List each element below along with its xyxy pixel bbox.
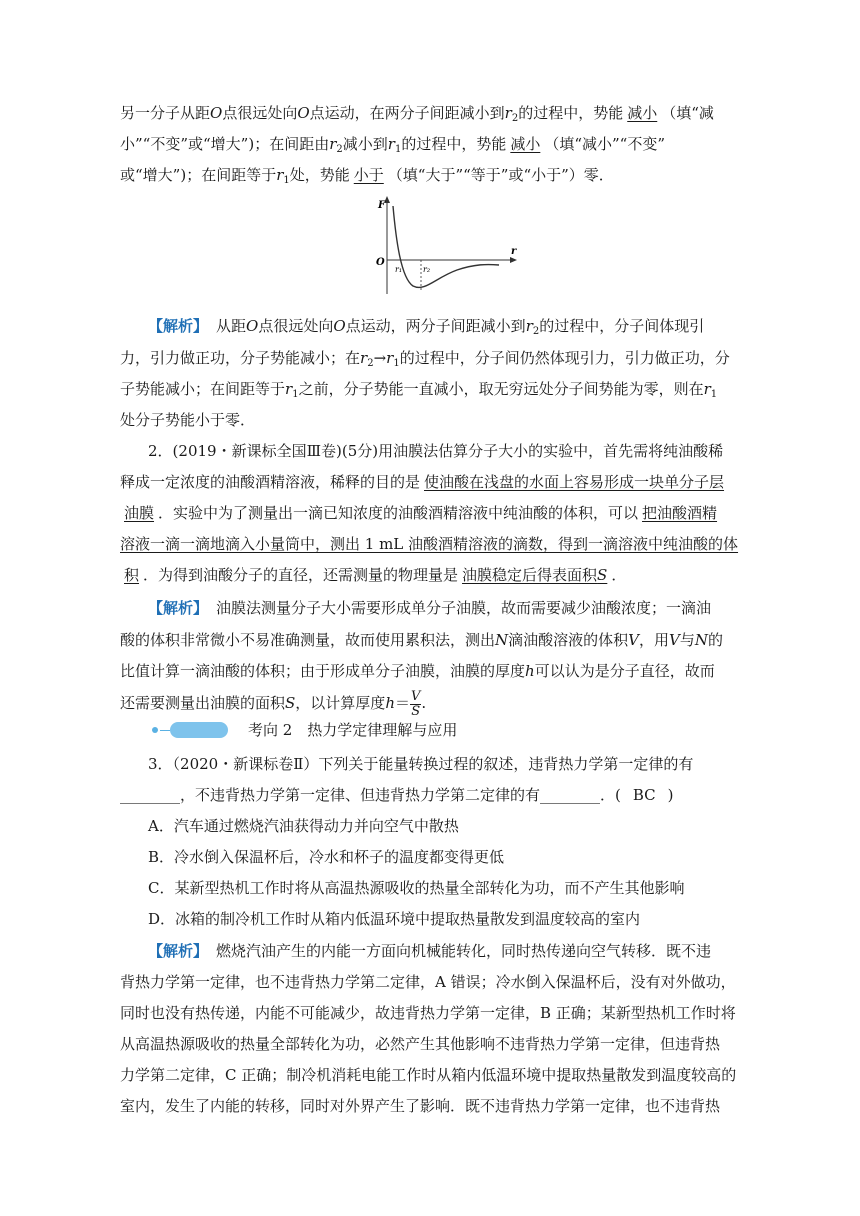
answer-blank: 减小 [627, 104, 658, 122]
q2-line-1: 2．(2019・新课标全国Ⅲ卷)(5分)用油膜法估算分子大小的实验中，首先需将纯油酸稀 [148, 442, 724, 460]
answer-blank: 溶液一滴一滴地滴入小量筒中，测出 1 mL 油酸酒精溶液的滴数，得到一滴溶液中纯油酸的体 [120, 535, 739, 553]
section-marker-pill [170, 722, 228, 738]
origin-label: O [376, 257, 385, 268]
q3-line-1: 3．（2020・新课标卷Ⅱ）下列关于能量转换过程的叙述，违背热力学第一定律的有 [148, 755, 694, 773]
analysis-1-line-1: 【解析】 从距O点很远处向O点运动，两分子间距减小到$r_2$的过程中，分子间体现引 [148, 317, 705, 337]
f-axis-label: F [378, 200, 386, 211]
analysis-tag: 【解析】 [148, 317, 209, 335]
analysis-3-line-5: 力学第二定律，C 正确；制冷机消耗电能工作时从箱内低温环境中提取热量散发到温度较高的 [120, 1066, 737, 1084]
analysis-tag: 【解析】 [148, 599, 209, 617]
q2-line-2: 释成一定浓度的油酸酒精溶液，稀释的目的是 使油酸在浅盘的水面上容易形成一块单分子层 [120, 472, 740, 492]
analysis-3-line-2: 背热力学第一定律，也不违背热力学第二定律，A 错误；冷水倒入保温杯后，没有对外做功， [120, 973, 736, 991]
answer-blank: 油膜稳定后得表面积S [462, 566, 608, 584]
answer-blank: 小于 [353, 166, 384, 184]
section-marker-dot [152, 727, 158, 733]
answer-blank: 积 [124, 566, 140, 584]
option-b: B．冷水倒入保温杯后，冷水和杯子的温度都变得更低 [148, 848, 505, 866]
force-curve [393, 206, 499, 287]
r1-label: r₁ [395, 265, 403, 274]
section-header: 考向 2 热力学定律理解与应用 [152, 720, 772, 740]
q2-line-3: 油膜 ．实验中为了测量出一滴已知浓度的油酸酒精溶液中纯油酸的体积，可以 把油酸酒精 [120, 503, 740, 523]
section-marker-dash [160, 730, 170, 731]
answer-choice: BC [632, 786, 656, 804]
analysis-2-line-1: 【解析】 油膜法测量分子大小需要形成单分子油膜，故而需要减少油酸浓度；一滴油 [148, 599, 712, 617]
q2-line-5: 积 ．为得到油酸分子的直径，还需测量的物理量是 油膜稳定后得表面积S ． [120, 565, 740, 585]
analysis-3-line-6: 室内，发生了内能的转移，同时对外界产生了影响．既不违背热力学第一定律，也不违背热 [120, 1097, 721, 1115]
p1-line-3: 或“增大”)；在间距等于$r_1$处，势能 小于 （填“大于”“等于”或“小于”）零． [120, 166, 614, 186]
analysis-1-line-4: 处分子势能小于零． [120, 411, 256, 429]
answer-blank: 把油酸酒精 [642, 504, 718, 522]
q2-line-4 [120, 534, 740, 554]
force-distance-figure [365, 192, 525, 298]
analysis-2-line-2: 酸的体积非常微小不易准确测量，故而使用累积法，测出N滴油酸溶液的体积V，用V与N的 [120, 631, 724, 649]
answer-blank: 油膜 [124, 504, 155, 522]
analysis-2-line-3: 比值计算一滴油酸的体积；由于形成单分子油膜，油膜的厚度h可以认为是分子直径，故而 [120, 662, 715, 680]
p1-line-2: 小”“不变”或“增大”)；在间距由$r_2$减小到$r_1$的过程中，势能 减小 （填“减小”“不变” [120, 135, 666, 155]
p1-line-1: 另一分子从距O点很远处向O点运动，在两分子间距减小到$r_2$的过程中，势能 减小 （填“减 [120, 104, 714, 124]
thickness-fraction: $\frac{V}{S}$ [411, 688, 421, 719]
analysis-3-line-1: 【解析】 燃烧汽油产生的内能一方面向机械能转化，同时热传递向空气转移．既不违 [148, 942, 712, 960]
analysis-tag: 【解析】 [148, 942, 209, 960]
option-a: A．汽车通过燃烧汽油获得动力并向空气中散热 [148, 817, 459, 835]
answer-blank: 使油酸在浅盘的水面上容易形成一块单分子层 [424, 473, 725, 491]
option-c: C．某新型热机工作时将从高温热源吸收的热量全部转化为功，而不产生其他影响 [148, 879, 685, 897]
q3-line-2: ________，不违背热力学第一定律、但违背热力学第二定律的有________．( BC ) [120, 786, 674, 804]
analysis-3-line-4: 从高温热源吸收的热量全部转化为功，必然产生其他影响不违背热力学第一定律，但违背热 [120, 1035, 721, 1053]
answer-blank: 减小 [510, 135, 541, 153]
analysis-3-line-3: 同时也没有热传递，内能不可能减少，故违背热力学第一定律，B 正确；某新型热机工作时将 [120, 1004, 736, 1022]
analysis-1-line-2: 力，引力做正功，分子势能减小；在$r_2\to r_1$的过程中，分子间仍然体现引力，引力做正功，分 [120, 349, 730, 369]
r-axis-label: r [511, 246, 517, 257]
r2-label: r₂ [423, 265, 431, 274]
analysis-2-line-4: 还需要测量出油膜的面积S，以计算厚度h＝ $\frac{V}{S}$ . [120, 688, 427, 719]
analysis-1-line-3: 子势能减小；在间距等于$r_1$之前，分子势能一直减小，取无穷远处分子间势能为零，则在$r_1$ [120, 380, 718, 400]
r-axis-arrow [510, 257, 517, 263]
option-d: D．冰箱的制冷机工作时从箱内低温环境中提取热量散发到温度较高的室内 [148, 910, 641, 928]
